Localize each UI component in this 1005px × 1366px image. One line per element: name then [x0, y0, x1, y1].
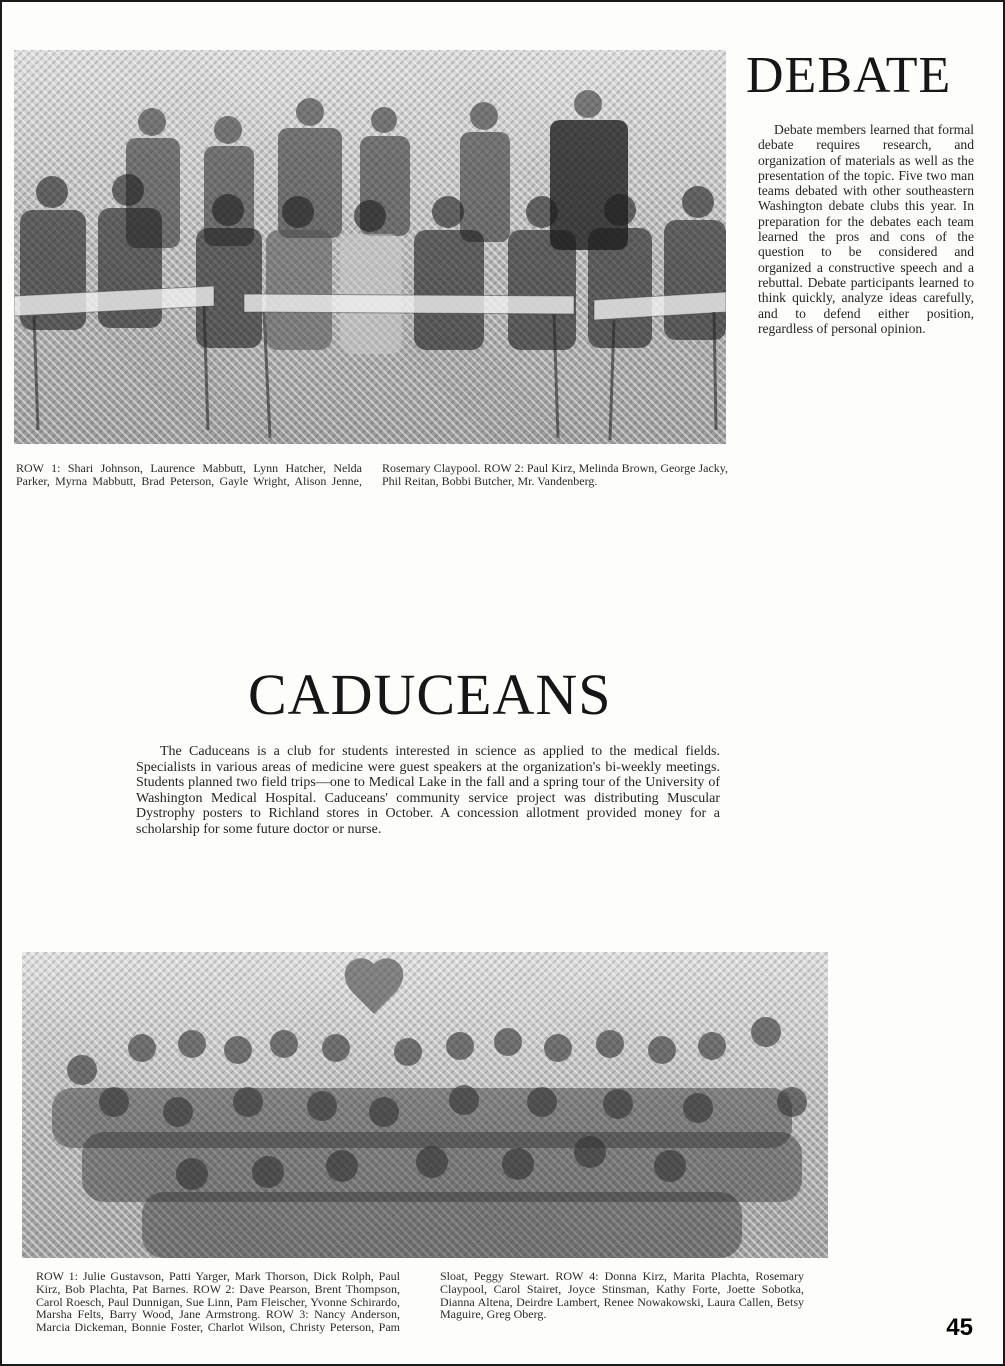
- caduceans-title: CADUCEANS: [248, 662, 612, 727]
- caduceans-photo-caption: ROW 1: Julie Gustavson, Patti Yarger, Mark Thorson, Dick Rolph, Paul Kirz, Bob Plachta, Pat Barnes. ROW 2: Dave Pearson, Brent Thompson, Carol Roesch, Paul Dunnigan, Sue Linn, Pam Fleischer, Yvonne Schirardo, Marsha Felts, Barry Wood, Jane Armstrong. ROW 3: Nancy Anderson, Marcia Dickeman, Bonnie Foster, Charlot Wilson, Christy Peterson, Pam Sloat, Peggy Stewart. ROW 4: Donna Kirz, Marita Plachta, Rosemary Claypool, Carol Stairet, Joyce Stinsman, Kathy Forte, Joette Sobotka, Dianna Altena, Deirdre Lambert, Renee Nowakowski, Laura Callen, Betsy Maguire, Greg Oberg.: [36, 1269, 804, 1335]
- debate-title: DEBATE: [746, 47, 952, 104]
- page-number: 45: [946, 1314, 973, 1341]
- debate-body-text: Debate members learned that formal debate requires research, and organization of materials as well as the presentation of the topic. Five two man teams debated with other southeastern Washington debate clubs this year. In preparation for the debates each team learned the pros and cons of the question to be considered and organized a constructive speech and a rebuttal. Debate participants learned to think quickly, analyze ideas carefully, and to defend either position, regardless of personal opinion.: [758, 122, 974, 336]
- caduceans-group-photo: [22, 952, 828, 1258]
- caduceans-body-text: The Caduceans is a club for students interested in science as applied to the medical fields. Specialists in various areas of medicine were guest speakers at the organization's bi-weekly meetings. Students planned two field trips—one to Medical Lake in the fall and a spring tour of the University of Washington Medical Hospital. Caduceans' community service project was distributing Muscular Dystrophy posters to Richland stores in October. A concession allotment provided money for a scholarship for some future doctor or nurse.: [136, 744, 720, 837]
- debate-photo-figures: [14, 50, 726, 444]
- debate-photo-caption: ROW 1: Shari Johnson, Laurence Mabbutt, Lynn Hatcher, Nelda Parker, Myrna Mabbutt, Brad Peterson, Gayle Wright, Alison Jenne, Rosemary Claypool. ROW 2: Paul Kirz, Melinda Brown, George Jacky, Phil Reitan, Bobbi Butcher, Mr. Vandenberg.: [16, 461, 728, 488]
- debate-group-photo: [14, 50, 726, 444]
- caduceans-photo-figures: [22, 952, 828, 1258]
